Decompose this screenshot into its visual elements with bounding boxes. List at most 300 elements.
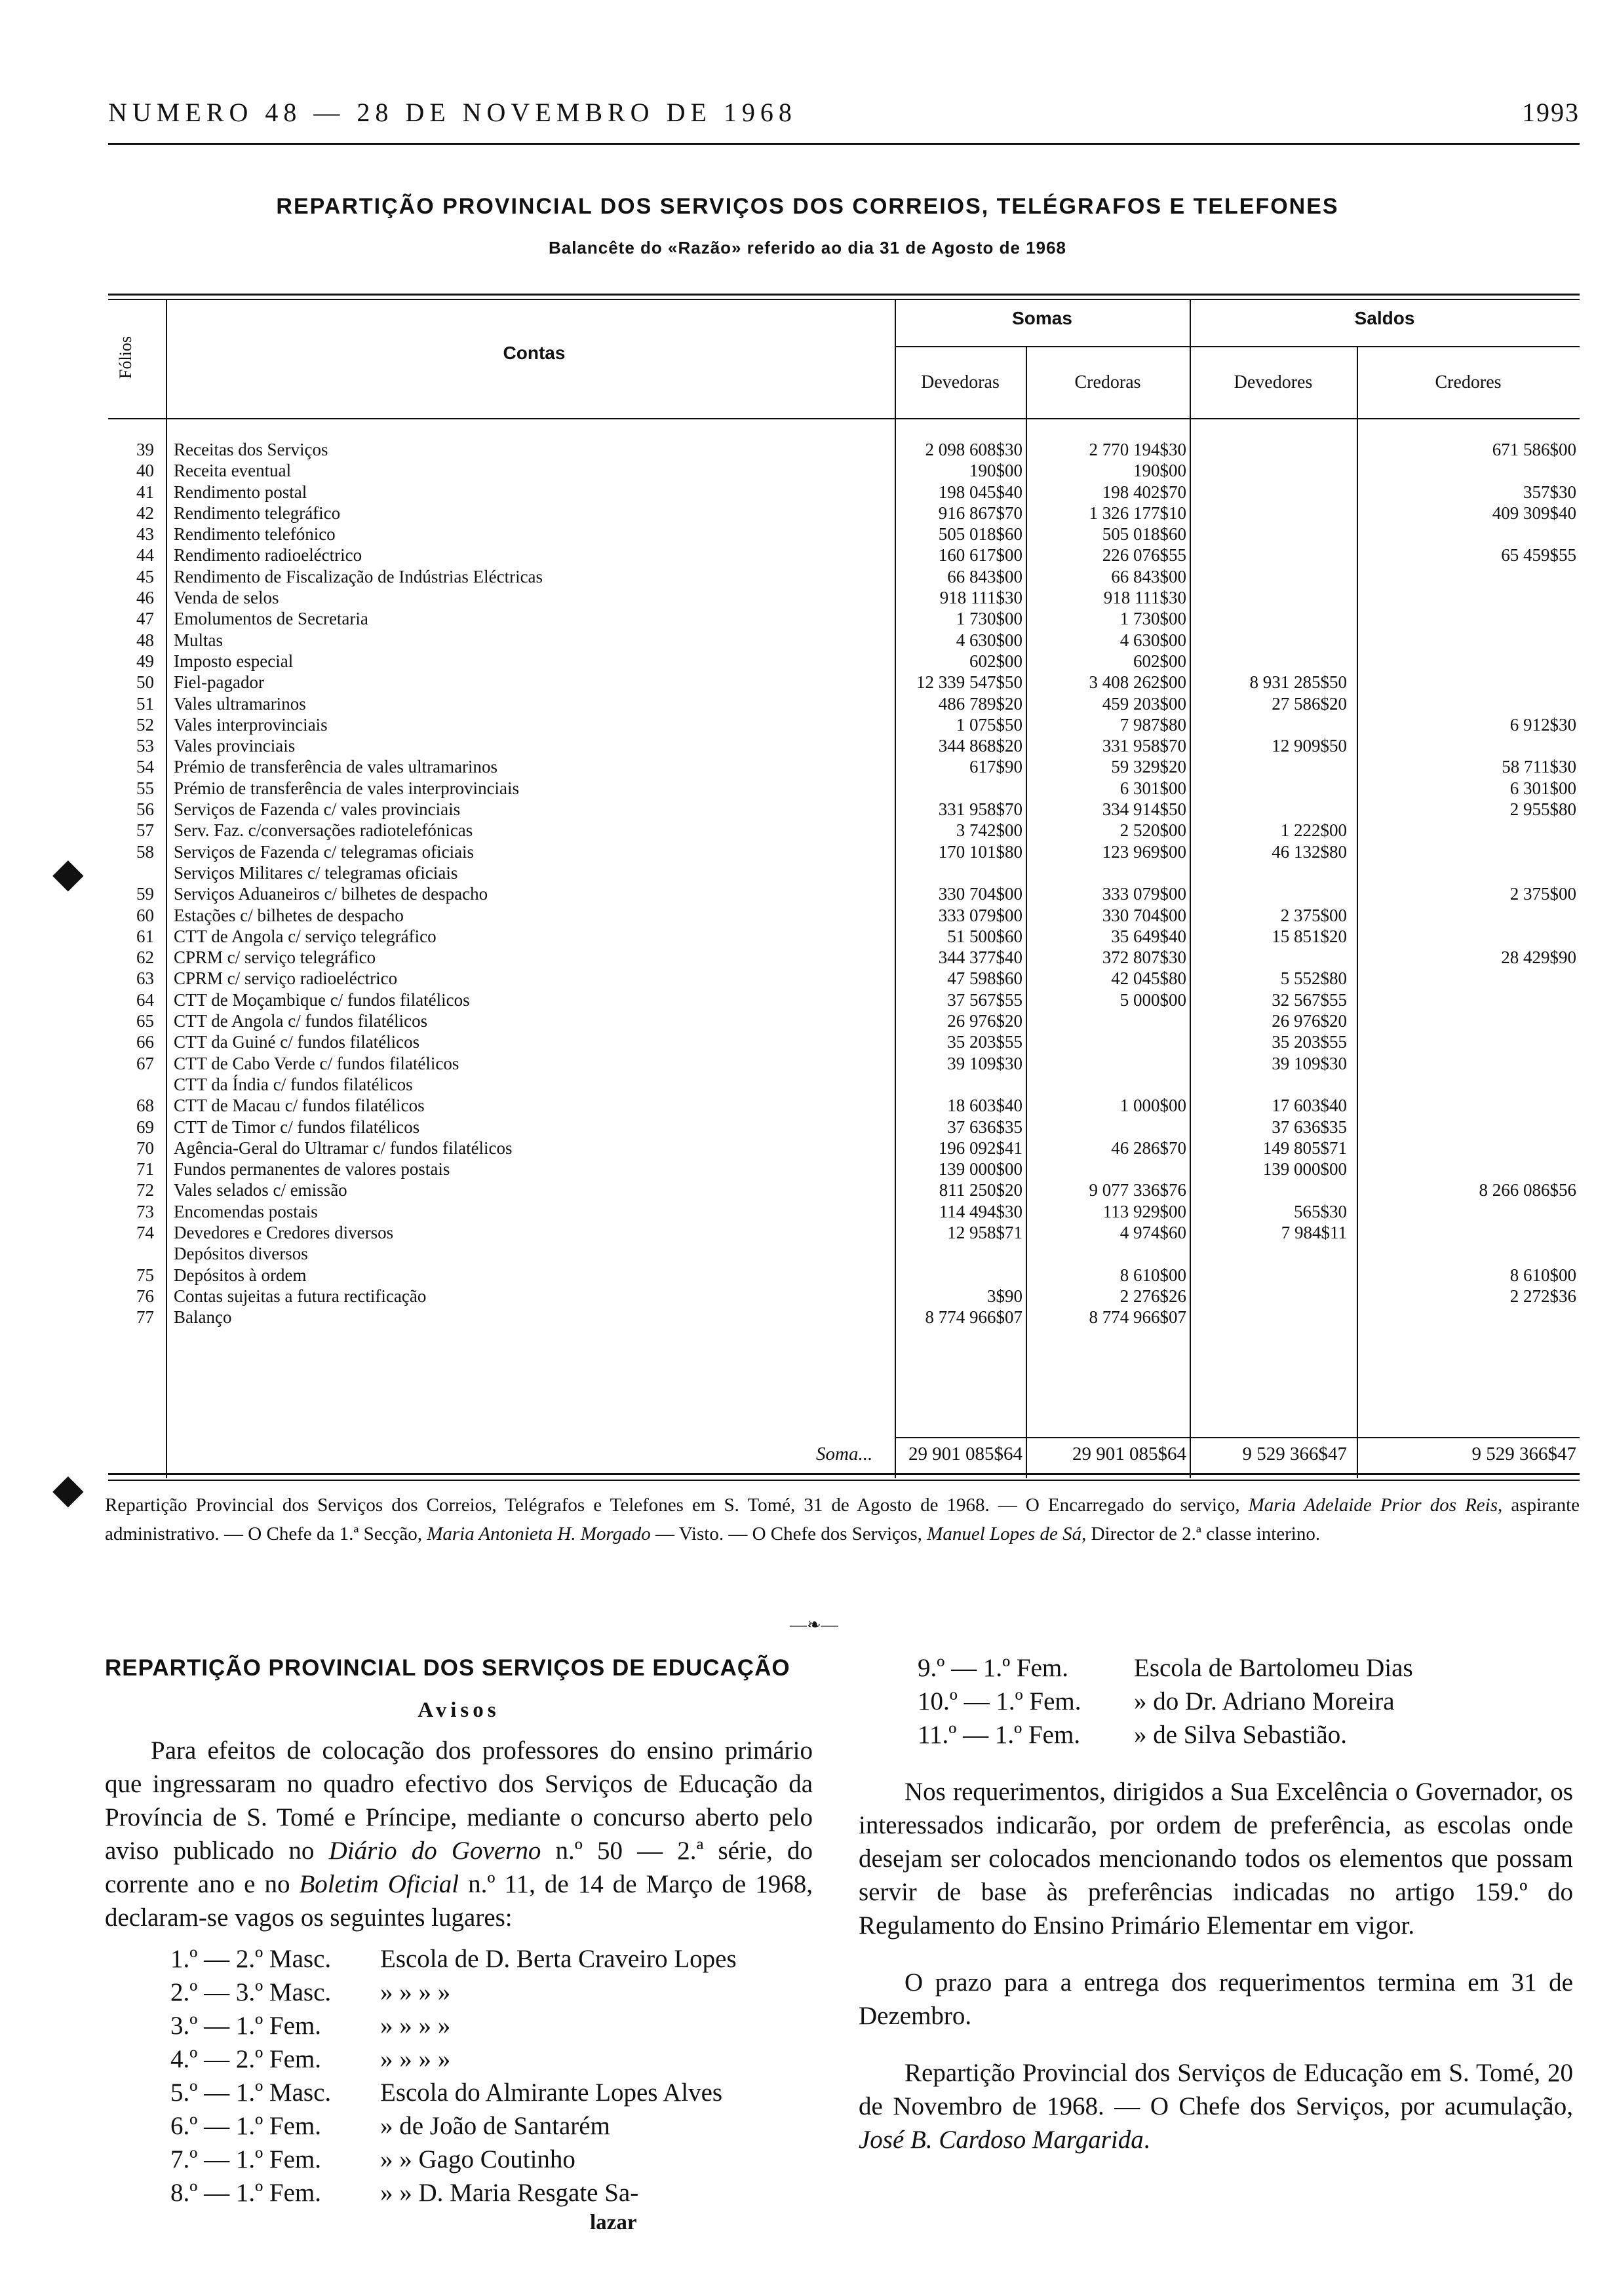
debit-sum: 1 730$00 (956, 609, 1022, 629)
debit-sum: 344 377$40 (938, 947, 1022, 968)
debit-sum: 617$90 (969, 757, 1022, 777)
folio-number: 62 (136, 947, 154, 968)
debit-sum: 114 494$30 (939, 1201, 1022, 1221)
credit-sum: 9 077 336$76 (1089, 1180, 1186, 1200)
requerimentos-paragraph: Nos requerimentos, dirigidos a Sua Excelência o Governador, os interessados indicarão, por ordem de preferência, as escolas onde desejam ser colocados mencionando todos os elementos que possam servir de base às preferências indicadas no artigo 159.º do Regulamento do Ensino Primário Elementar em vigor. (859, 1778, 1573, 1940)
debit-sum: 8 774 966$07 (925, 1307, 1022, 1328)
credit-sum: 123 969$00 (1102, 841, 1186, 862)
credit-balance: 65 459$55 (1501, 545, 1576, 565)
account-name: CTT da Guiné c/ fundos filatélicos (174, 1032, 420, 1052)
debit-sum: 1 075$50 (956, 714, 1022, 735)
table-row (108, 672, 1580, 693)
table-bottom-rule (108, 1473, 1580, 1475)
debit-balance: 35 203$55 (1272, 1032, 1347, 1052)
vacancy-school: » » Gago Coutinho (380, 2145, 575, 2173)
folio-number: 58 (136, 841, 154, 862)
account-name: Rendimento telefónico (174, 524, 336, 545)
account-name: Receitas dos Serviços (174, 440, 328, 459)
vacancy-item (105, 2143, 813, 2176)
table-row (108, 1074, 1580, 1095)
education-title: REPARTIÇÃO PROVINCIAL DOS SERVIÇOS DE EDUCAÇÃO (105, 1655, 790, 1681)
folio-number: 39 (136, 440, 154, 459)
debit-balance: 26 976$20 (1272, 1011, 1347, 1031)
table-row (108, 1307, 1580, 1328)
table-row (108, 968, 1580, 989)
header-sub-rule (895, 346, 1580, 347)
vacancy-school: » » » » (380, 2045, 451, 2073)
account-name: Agência-Geral do Ultramar c/ fundos filatélicos (174, 1138, 513, 1158)
account-name: CTT de Angola c/ fundos filatélicos (174, 1011, 428, 1031)
debit-sum: 170 101$80 (938, 841, 1022, 862)
section-chief-name: Maria Antonieta H. Morgado (427, 1523, 651, 1544)
debit-balance: 565$30 (1294, 1201, 1347, 1221)
table-row (108, 545, 1580, 565)
table-row (108, 735, 1580, 756)
debit-balance: 139 000$00 (1262, 1159, 1347, 1179)
header-rule (108, 143, 1580, 145)
debit-sum: 35 203$55 (947, 1032, 1022, 1052)
table-row (108, 460, 1580, 481)
debit-balance: 39 109$30 (1272, 1053, 1347, 1073)
folio-number: 70 (136, 1138, 154, 1158)
debit-balance: 2 375$00 (1280, 905, 1347, 925)
account-name: Estações c/ bilhetes de despacho (174, 905, 404, 925)
devedores-header: Devedores (1234, 372, 1313, 392)
debit-sum: 190$00 (969, 461, 1022, 481)
folio-number: 53 (136, 736, 154, 756)
account-name: Multas (174, 630, 224, 650)
debit-balance: 46 132$80 (1272, 841, 1347, 862)
report-subtitle: Balancête do «Razão» referido ao dia 31 de Agosto de 1968 (548, 238, 1067, 258)
debit-sum: 66 843$00 (947, 566, 1022, 586)
vacancy-item (105, 2176, 813, 2210)
credit-sum: 8 774 966$07 (1089, 1307, 1186, 1328)
debit-sum: 331 958$70 (938, 799, 1022, 820)
credit-sum: 190$00 (1133, 461, 1186, 481)
account-name: CPRM c/ serviço telegráfico (174, 947, 376, 968)
folio-number: 66 (136, 1032, 154, 1052)
credit-sum: 459 203$00 (1102, 693, 1186, 714)
education-left-column (105, 1651, 813, 2236)
debit-sum: 12 958$71 (947, 1222, 1022, 1242)
vacancy-number: 1.º — 2.º Masc. (170, 1945, 332, 1973)
credit-balance: 671 586$00 (1492, 440, 1576, 459)
account-name: CPRM c/ serviço radioeléctrico (174, 968, 398, 989)
debit-balance: 27 586$20 (1272, 693, 1347, 714)
totals-rule (895, 1437, 1580, 1438)
credit-sum: 372 807$30 (1102, 947, 1186, 968)
credit-sum: 918 111$30 (1103, 588, 1186, 608)
debit-balance: 32 567$55 (1272, 989, 1347, 1010)
account-name: Serviços Aduaneiros c/ bilhetes de despacho (174, 884, 488, 904)
vacancy-item (105, 2076, 813, 2109)
table-row (108, 503, 1580, 524)
vacancy-number: 3.º — 1.º Fem. (170, 2012, 322, 2040)
table-row (108, 524, 1580, 545)
credit-balance: 357$30 (1523, 482, 1576, 502)
table-row (108, 799, 1580, 820)
total-credoras: 29 901 085$64 (1072, 1444, 1186, 1464)
account-name: Vales provinciais (174, 736, 296, 756)
table-row (108, 587, 1580, 608)
credit-sum: 4 974$60 (1119, 1222, 1186, 1242)
account-name: Serviços de Fazenda c/ vales provinciais (174, 799, 461, 820)
folio-number: 68 (136, 1096, 154, 1116)
credit-sum: 2 770 194$30 (1089, 440, 1186, 459)
vacancy-school: Escola do Almirante Lopes Alves (380, 2078, 723, 2107)
account-name: Venda de selos (174, 588, 279, 608)
signature-paragraph: Repartição Provincial dos Serviços dos Correios, Telégrafos e Telefones em S. Tomé, 31 de Agosto de 1968. — O Encarregado do serviço, Maria Adelaide Prior dos Reis, aspirante administrativo. — O Chefe da 1.ª Secção, Maria Antonieta H. Morgado — Visto. — O Chefe dos Serviços, Manuel Lopes de Sá, Director de 2.ª classe interino. (105, 1495, 1580, 1544)
account-name: Depósitos à ordem (174, 1265, 307, 1285)
debit-sum: 51 500$60 (947, 926, 1022, 946)
account-name: Prémio de transferência de vales interprovinciais (174, 778, 520, 798)
account-name: Emolumentos de Secretaria (174, 609, 368, 629)
vacancy-tail: lazar (590, 2211, 637, 2234)
table-row (108, 1243, 1580, 1264)
credit-sum: 331 958$70 (1102, 736, 1186, 756)
vacancy-item (105, 2009, 813, 2042)
credit-sum: 1 326 177$10 (1089, 503, 1186, 523)
credit-sum: 602$00 (1133, 651, 1186, 671)
vacancy-item (105, 1942, 813, 1976)
folio-number: 54 (136, 757, 154, 777)
folio-number: 74 (136, 1222, 154, 1242)
table-row (108, 778, 1580, 799)
debit-sum: 47 598$60 (947, 968, 1022, 989)
debit-sum: 18 603$40 (947, 1096, 1022, 1116)
folio-number: 63 (136, 968, 154, 989)
credit-sum: 226 076$55 (1102, 545, 1186, 565)
account-name: Fiel-pagador (174, 672, 264, 693)
contas-header: Contas (503, 343, 566, 363)
debit-sum: 2 098 608$30 (925, 440, 1022, 459)
account-name: Serviços Militares c/ telegramas oficiais (174, 862, 458, 883)
account-name: Depósitos diversos (174, 1244, 308, 1264)
folio-number: 43 (136, 524, 154, 545)
account-name: CTT da Índia c/ fundos filatélicos (174, 1074, 413, 1094)
debit-sum: 3 742$00 (956, 820, 1022, 841)
account-name: Rendimento de Fiscalização de Indústrias Eléctricas (174, 566, 543, 586)
debit-sum: 4 630$00 (956, 630, 1022, 650)
folio-number: 65 (136, 1011, 154, 1031)
debit-balance: 1 222$00 (1280, 820, 1347, 841)
table-row (108, 947, 1580, 968)
credit-sum: 8 610$00 (1119, 1265, 1186, 1285)
table-row (108, 1222, 1580, 1243)
table-row (108, 883, 1580, 904)
table-row (108, 1010, 1580, 1031)
total-devedoras: 29 901 085$64 (908, 1444, 1022, 1464)
devedoras-header: Devedoras (921, 372, 1000, 392)
table-row (108, 820, 1580, 841)
table-row (108, 1053, 1580, 1074)
folio-number: 61 (136, 926, 154, 946)
vacancy-school: » de João de Santarém (380, 2112, 610, 2140)
folio-number: 76 (136, 1286, 154, 1306)
table-row (108, 756, 1580, 777)
table-row (108, 1158, 1580, 1179)
folio-number: 47 (136, 609, 154, 629)
vacancy-number: 5.º — 1.º Masc. (170, 2078, 332, 2107)
vacancy-school: Escola de D. Berta Craveiro Lopes (380, 1945, 737, 1973)
folio-number: 57 (136, 820, 154, 841)
account-name: Encomendas postais (174, 1201, 318, 1221)
debit-balance: 15 851$20 (1272, 926, 1347, 946)
total-saldo-credores: 9 529 366$47 (1471, 1444, 1576, 1464)
total-saldo-devedores: 9 529 366$47 (1242, 1444, 1347, 1464)
debit-sum: 26 976$20 (947, 1011, 1022, 1031)
debit-sum: 37 636$35 (947, 1117, 1022, 1137)
table-row (108, 1117, 1580, 1138)
table-top-rule-2 (108, 299, 1580, 300)
debit-balance: 12 909$50 (1272, 736, 1347, 756)
account-name: CTT de Macau c/ fundos filatélicos (174, 1096, 425, 1116)
folio-number: 56 (136, 799, 154, 820)
header-bottom-rule (108, 418, 1580, 419)
credit-balance: 8 266 086$56 (1479, 1180, 1576, 1200)
folio-number: 64 (136, 989, 154, 1010)
vacancies-list (105, 1942, 813, 2210)
credit-sum: 505 018$60 (1102, 524, 1186, 545)
folio-number: 52 (136, 714, 154, 735)
vacancy-item (105, 2109, 813, 2143)
closing-paragraph: Repartição Provincial dos Serviços de Educação em S. Tomé, 20 de Novembro de 1968. — O Chefe dos Serviços, por acumulação, José B. Cardoso Margarida. (859, 2059, 1573, 2154)
table-row (108, 1095, 1580, 1116)
credit-sum: 5 000$00 (1119, 989, 1186, 1010)
folio-number: 72 (136, 1180, 154, 1200)
debit-sum: 916 867$70 (938, 503, 1022, 523)
credit-sum: 1 730$00 (1119, 609, 1186, 629)
debit-sum: 330 704$00 (938, 884, 1022, 904)
folio-number: 49 (136, 651, 154, 671)
vacancies-list-continued (859, 1651, 1573, 1751)
vacancy-number: 9.º — 1.º Fem. (918, 1654, 1069, 1682)
credit-sum: 35 649$40 (1111, 926, 1186, 946)
table-row (108, 1138, 1580, 1158)
folio-number: 46 (136, 588, 154, 608)
credit-balance: 58 711$30 (1502, 757, 1576, 777)
table-bottom-rule-2 (108, 1480, 1580, 1481)
account-name: CTT de Moçambique c/ fundos filatélicos (174, 989, 470, 1010)
debit-sum: 918 111$30 (939, 588, 1022, 608)
account-name: Serviços de Fazenda c/ telegramas oficiais (174, 841, 475, 862)
credoras-header: Credoras (1074, 372, 1141, 392)
hand-pointer-icon: ◆ (52, 851, 84, 896)
table-top-rule (108, 294, 1580, 296)
table-row (108, 841, 1580, 862)
table-row (108, 714, 1580, 735)
credit-sum: 59 329$20 (1111, 757, 1186, 777)
account-name: Balanço (174, 1307, 232, 1328)
credit-sum: 2 520$00 (1119, 820, 1186, 841)
credit-sum: 334 914$50 (1102, 799, 1186, 820)
table-row (108, 482, 1580, 503)
table-row (108, 630, 1580, 651)
ornament-divider: —❧— (790, 1615, 838, 1634)
folio-number: 60 (136, 905, 154, 925)
credit-sum: 1 000$00 (1119, 1096, 1186, 1116)
folio-number: 59 (136, 884, 154, 904)
vacancy-number: 6.º — 1.º Fem. (170, 2112, 322, 2140)
credit-sum: 42 045$80 (1111, 968, 1186, 989)
credit-balance: 2 955$80 (1509, 799, 1576, 820)
table-row (108, 693, 1580, 714)
table-row (108, 608, 1580, 629)
vacancy-number: 8.º — 1.º Fem. (170, 2179, 322, 2207)
account-name: Fundos permanentes de valores postais (174, 1159, 450, 1179)
folio-number: 50 (136, 672, 154, 693)
vacancy-school: » » » » (380, 2012, 451, 2040)
folio-number: 44 (136, 545, 154, 565)
folio-number: 67 (136, 1053, 154, 1073)
vacancy-school: » » D. Maria Resgate Sa- (380, 2179, 639, 2207)
vacancy-school: » de Silva Sebastião. (1134, 1721, 1347, 1749)
page-number: 1993 (1522, 98, 1580, 127)
debit-balance: 149 805$71 (1262, 1138, 1347, 1158)
vacancy-item (105, 1976, 813, 2009)
credit-sum: 2 276$26 (1119, 1286, 1186, 1306)
folio-number: 69 (136, 1117, 154, 1137)
account-name: Rendimento postal (174, 482, 307, 502)
credores-header: Credores (1435, 372, 1502, 392)
vacancy-number: 11.º — 1.º Fem. (918, 1721, 1081, 1749)
account-name: Prémio de transferência de vales ultramarinos (174, 757, 498, 777)
folio-number: 73 (136, 1201, 154, 1221)
credit-sum: 46 286$70 (1111, 1138, 1186, 1158)
issue-line: NUMERO 48 — 28 DE NOVEMBRO DE 1968 (108, 98, 797, 127)
debit-sum: 344 868$20 (938, 736, 1022, 756)
account-name: Receita eventual (174, 461, 292, 481)
folio-number: 71 (136, 1159, 154, 1179)
vacancy-number: 2.º — 3.º Masc. (170, 1978, 332, 2006)
folio-number: 45 (136, 566, 154, 586)
credit-sum: 4 630$00 (1119, 630, 1186, 650)
table-row (108, 1201, 1580, 1222)
folio-number: 51 (136, 693, 154, 714)
avisos-heading: Avisos (418, 1698, 500, 1722)
vacancy-item (105, 2042, 813, 2076)
vacancy-item (859, 1685, 1573, 1718)
vacancy-item (859, 1651, 1573, 1685)
debit-sum: 333 079$00 (938, 905, 1022, 925)
credit-sum: 330 704$00 (1102, 905, 1186, 925)
debit-sum: 12 339 547$50 (916, 672, 1022, 693)
folio-number: 75 (136, 1265, 154, 1285)
table-row (108, 1286, 1580, 1307)
folio-number: 41 (136, 482, 154, 502)
folios-label: Fólios (116, 335, 135, 379)
vacancy-item (859, 1718, 1573, 1751)
vacancy-school: » do Dr. Adriano Moreira (1134, 1687, 1395, 1715)
balance-table (108, 294, 1580, 1473)
director-name: Manuel Lopes de Sá (927, 1523, 1082, 1544)
debit-sum: 505 018$60 (938, 524, 1022, 545)
folio-number: 55 (136, 778, 154, 798)
vacancy-number: 4.º — 2.º Fem. (170, 2045, 322, 2073)
debit-sum: 3$90 (987, 1286, 1022, 1306)
debit-balance: 17 603$40 (1272, 1096, 1347, 1116)
folio-number: 48 (136, 630, 154, 650)
vacancy-number: 7.º — 1.º Fem. (170, 2145, 322, 2173)
debit-balance: 5 552$80 (1280, 968, 1347, 989)
table-row (108, 651, 1580, 672)
table-rows (108, 439, 1580, 1328)
report-title: REPARTIÇÃO PROVINCIAL DOS SERVIÇOS DOS CORREIOS, TELÉGRAFOS E TELEFONES (276, 194, 1339, 219)
table-row (108, 989, 1580, 1010)
vacancy-number: 10.º — 1.º Fem. (918, 1687, 1081, 1715)
account-name: Serv. Faz. c/conversações radiotelefónicas (174, 820, 473, 841)
credit-sum: 66 843$00 (1111, 566, 1186, 586)
page-header (108, 97, 1580, 126)
saldos-header: Saldos (1354, 308, 1415, 328)
account-name: CTT de Angola c/ serviço telegráfico (174, 926, 437, 946)
table-row (108, 926, 1580, 947)
credit-balance: 28 429$90 (1501, 947, 1576, 968)
account-name: Rendimento radioeléctrico (174, 545, 362, 565)
signer-name: Maria Adelaide Prior dos Reis (1248, 1495, 1498, 1516)
credit-sum: 113 929$00 (1102, 1201, 1186, 1221)
somas-header: Somas (1012, 308, 1072, 328)
folio-number: 77 (136, 1307, 154, 1328)
credit-sum: 3 408 262$00 (1089, 672, 1186, 693)
soma-label: Soma... (816, 1444, 873, 1464)
account-name: Devedores e Credores diversos (174, 1222, 394, 1242)
table-row (108, 905, 1580, 926)
debit-balance: 8 931 285$50 (1249, 672, 1347, 693)
education-chief-name: José B. Cardoso Margarida (859, 2126, 1144, 2154)
credit-balance: 6 301$00 (1509, 778, 1576, 798)
vacancy-school: » » » » (380, 1978, 451, 2006)
hand-pointer-icon: ◆ (52, 1467, 84, 1512)
table-row (108, 1179, 1580, 1200)
credit-sum: 333 079$00 (1102, 884, 1186, 904)
account-name: Imposto especial (174, 651, 294, 671)
prazo-paragraph: O prazo para a entrega dos requerimentos termina em 31 de Dezembro. (859, 1968, 1573, 2030)
credit-sum: 6 301$00 (1119, 778, 1186, 798)
account-name: Vales selados c/ emissão (174, 1180, 347, 1200)
credit-sum: 7 987$80 (1119, 714, 1186, 735)
credit-balance: 409 309$40 (1492, 503, 1576, 523)
debit-sum: 139 000$00 (938, 1159, 1022, 1179)
debit-balance: 37 636$35 (1272, 1117, 1347, 1137)
debit-sum: 198 045$40 (938, 482, 1022, 502)
education-right-column (859, 1651, 1573, 2156)
debit-sum: 486 789$20 (938, 693, 1022, 714)
table-row (108, 566, 1580, 587)
table-row (108, 1031, 1580, 1052)
debit-sum: 37 567$55 (947, 989, 1022, 1010)
credit-balance: 2 272$36 (1509, 1286, 1576, 1306)
folio-number: 40 (136, 461, 154, 481)
debit-sum: 811 250$20 (939, 1180, 1022, 1200)
intro-paragraph: Para efeitos de colocação dos professores do ensino primário que ingressaram no quadro efectivo dos Serviços de Educação da Província de S. Tomé e Príncipe, mediante o concurso aberto pelo aviso publicado no Diário do Governo n.º 50 — 2.ª série, do corrente ano e no Boletim Oficial n.º 11, de 14 de Março de 1968, declaram-se vagos os seguintes lugares: (105, 1736, 813, 1932)
account-name: Vales interprovinciais (174, 714, 328, 735)
folio-number: 42 (136, 503, 154, 523)
debit-sum: 39 109$30 (947, 1053, 1022, 1073)
account-name: Vales ultramarinos (174, 693, 306, 714)
account-name: CTT de Cabo Verde c/ fundos filatélicos (174, 1053, 459, 1073)
credit-balance: 6 912$30 (1509, 714, 1576, 735)
debit-sum: 196 092$41 (938, 1138, 1022, 1158)
credit-balance: 8 610$00 (1509, 1265, 1576, 1285)
table-row (108, 1265, 1580, 1286)
debit-sum: 602$00 (969, 651, 1022, 671)
account-name: CTT de Timor c/ fundos filatélicos (174, 1117, 420, 1137)
credit-balance: 2 375$00 (1509, 884, 1576, 904)
vacancy-school: Escola de Bartolomeu Dias (1134, 1654, 1413, 1682)
account-name: Contas sujeitas a futura rectificação (174, 1286, 427, 1306)
debit-balance: 7 984$11 (1281, 1222, 1347, 1242)
